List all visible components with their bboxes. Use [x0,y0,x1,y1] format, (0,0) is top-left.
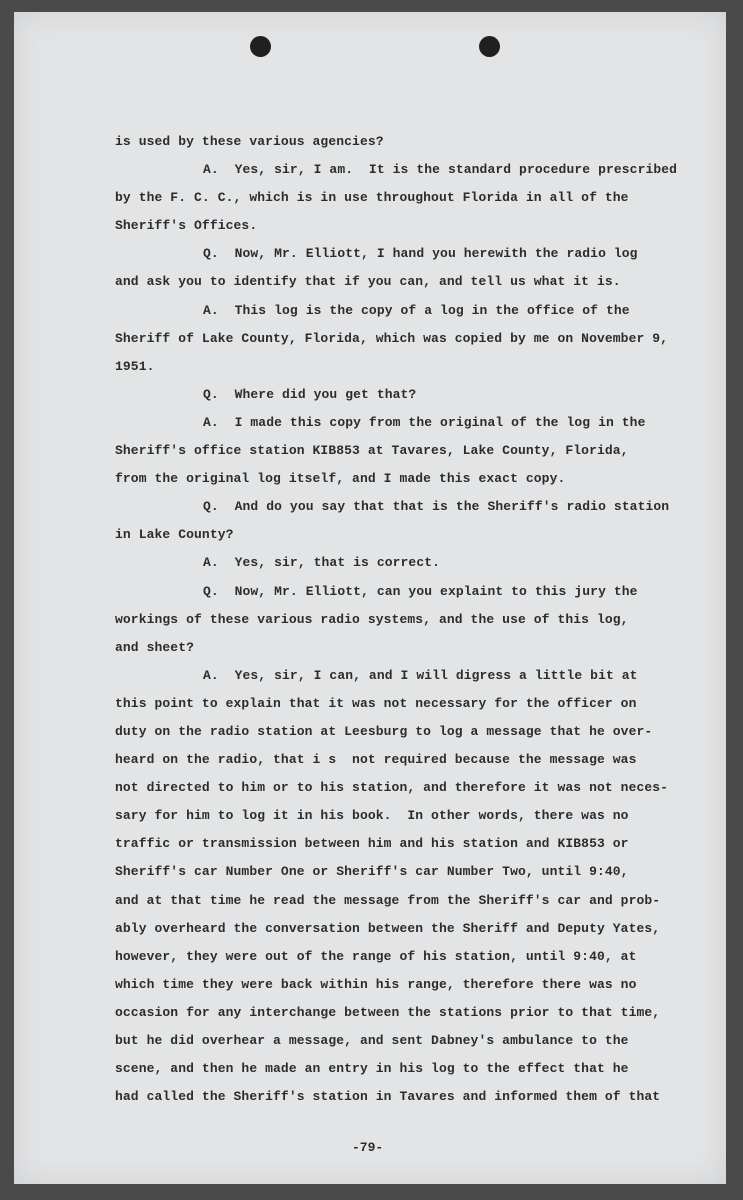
transcript-body [115,128,715,1111]
text-line: A. Yes, sir, I can, and I will digress a little bit at [203,667,638,683]
text-line: Sheriff's car Number One or Sheriff's car Number Two, until 9:40, [115,864,629,880]
text-line: by the F. C. C., which is in use throughout Florida in all of the [115,190,629,206]
text-line: Sheriff of Lake County, Florida, which was copied by me on November 9, [115,330,669,346]
document-page [14,12,726,1184]
text-line: which time they were back within his range, therefore there was no [115,976,637,992]
text-line: had called the Sheriff's station in Tavares and informed them of that [115,1089,661,1105]
text-line: A. Yes, sir, that is correct. [203,555,441,571]
text-line: scene, and then he made an entry in his log to the effect that he [115,1061,629,1077]
text-line: from the original log itself, and I made this exact copy. [115,471,566,487]
text-line: duty on the radio station at Leesburg to log a message that he over- [115,723,653,739]
text-line: Q. Now, Mr. Elliott, I hand you herewith the radio log [203,246,638,262]
text-line: and ask you to identify that if you can, and tell us what it is. [115,274,621,290]
text-line: Sheriff's Offices. [115,218,258,234]
text-line: occasion for any interchange between the stations prior to that time, [115,1004,661,1020]
text-line: this point to explain that it was not necessary for the officer on [115,695,637,711]
text-line: not directed to him or to his station, and therefore it was not neces- [115,780,669,796]
text-line: A. This log is the copy of a log in the office of the [203,302,630,318]
text-line: ably overheard the conversation between the Sheriff and Deputy Yates, [115,920,661,936]
text-line: and at that time he read the message from the Sheriff's car and prob- [115,892,661,908]
text-line: heard on the radio, that i s not required because the message was [115,752,637,768]
text-line: A. I made this copy from the original of the log in the [203,414,646,430]
text-line: Q. And do you say that that is the Sheriff's radio station [203,499,670,515]
punch-hole [250,36,271,57]
text-line: Sheriff's office station KIB853 at Tavares, Lake County, Florida, [115,443,629,459]
text-line: Q. Now, Mr. Elliott, can you explaint to this jury the [203,583,638,599]
text-line: in Lake County? [115,527,234,543]
text-line: is used by these various agencies? [115,134,384,149]
punch-hole [479,36,500,57]
text-line: A. Yes, sir, I am. It is the standard procedure prescribed [203,162,678,178]
text-line: but he did overhear a message, and sent Dabney's ambulance to the [115,1033,629,1048]
text-line: however, they were out of the range of his station, until 9:40, at [115,948,637,964]
text-line: 1951. [115,358,155,374]
text-line: traffic or transmission between him and his station and KIB853 or [115,836,629,852]
text-line: sary for him to log it in his book. In other words, there was no [115,808,629,824]
text-line: Q. Where did you get that? [203,386,417,402]
text-line: workings of these various radio systems, and the use of this log, [115,611,629,627]
text-line: and sheet? [115,639,195,655]
page-number: -79- [352,1140,384,1155]
